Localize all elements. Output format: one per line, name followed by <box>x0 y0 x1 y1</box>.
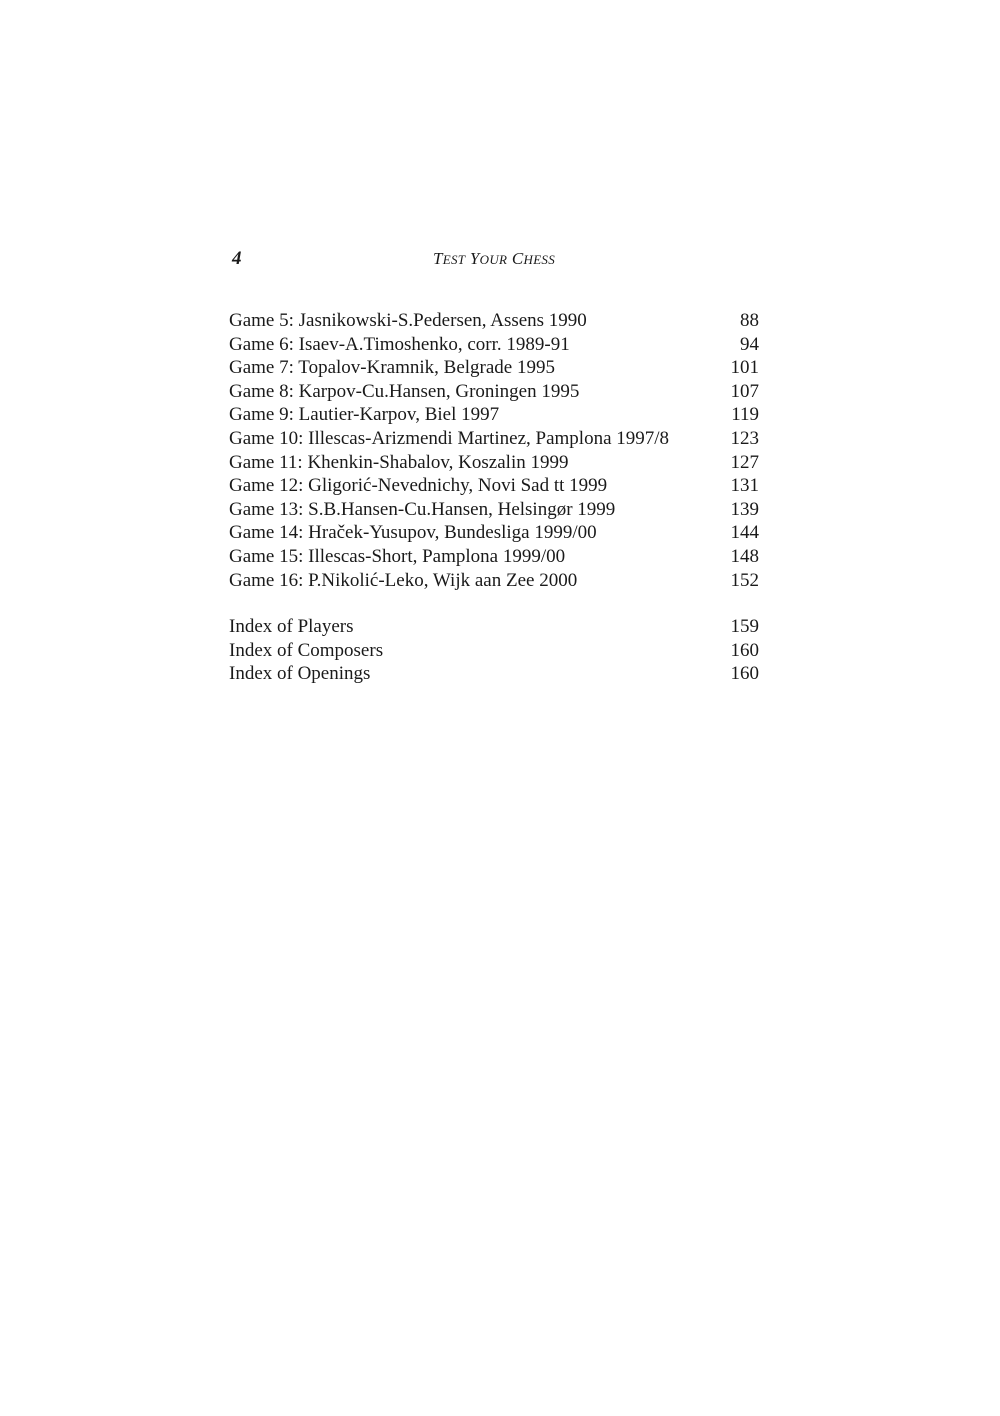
page-number: 4 <box>232 248 242 269</box>
contents-games-list <box>229 309 759 592</box>
entry-title: Game 13: S.B.Hansen-Cu.Hansen, Helsingør 1999 <box>229 498 616 520</box>
contents-entry <box>229 427 759 451</box>
entry-title: Index of Openings <box>229 663 371 685</box>
entry-title: Index of Composers <box>229 639 384 661</box>
entry-title: Game 5: Jasnikowski-S.Pedersen, Assens 1990 <box>229 310 587 331</box>
contents-entry <box>229 451 759 475</box>
entry-page-number: 160 <box>730 639 759 661</box>
contents-entry <box>229 662 759 686</box>
entry-title: Game 6: Isaev-A.Timoshenko, corr. 1989-91 <box>229 333 570 355</box>
entry-page-number: 107 <box>730 380 759 402</box>
entry-title: Game 12: Gligorić-Nevednichy, Novi Sad tt 1999 <box>229 475 608 497</box>
entry-page-number: 139 <box>730 498 759 520</box>
book-title <box>433 249 555 269</box>
contents-entry <box>229 521 759 545</box>
contents-entry <box>229 545 759 569</box>
contents-entry <box>229 474 759 498</box>
entry-page-number: 94 <box>740 333 759 355</box>
contents-entry <box>229 380 759 404</box>
title-word: CHESS <box>511 249 556 268</box>
entry-page-number: 148 <box>730 545 759 567</box>
entry-page-number: 152 <box>730 569 759 591</box>
contents-entry <box>229 639 759 663</box>
entry-page-number: 119 <box>731 404 759 426</box>
entry-page-number: 101 <box>730 357 759 379</box>
title-word: TEST <box>433 249 466 268</box>
entry-title: Game 15: Illescas-Short, Pamplona 1999/00 <box>229 545 566 567</box>
entry-title: Game 7: Topalov-Kramnik, Belgrade 1995 <box>229 357 555 379</box>
entry-page-number: 131 <box>730 475 759 497</box>
entry-page-number: 159 <box>730 616 759 637</box>
contents-entry <box>229 356 759 380</box>
entry-page-number: 127 <box>730 451 759 473</box>
entry-page-number: 88 <box>740 310 759 331</box>
contents-entry <box>229 569 759 593</box>
entry-title: Index of Players <box>229 616 354 637</box>
entry-title: Game 14: Hraček-Yusupov, Bundesliga 1999/00 <box>229 522 597 544</box>
entry-title: Game 8: Karpov-Cu.Hansen, Groningen 1995 <box>229 380 580 402</box>
contents-entry <box>229 615 759 639</box>
contents-entry <box>229 403 759 427</box>
entry-title: Game 10: Illescas-Arizmendi Martinez, Pamplona 1997/8 <box>229 427 670 449</box>
running-head <box>229 248 759 272</box>
entry-page-number: 160 <box>730 663 759 685</box>
title-word: YOUR <box>469 249 508 268</box>
contents-entry <box>229 309 759 333</box>
contents-entry <box>229 333 759 357</box>
entry-title: Game 9: Lautier-Karpov, Biel 1997 <box>229 404 500 426</box>
entry-page-number: 123 <box>730 427 759 449</box>
entry-title: Game 11: Khenkin-Shabalov, Koszalin 1999 <box>229 451 569 473</box>
contents-entry <box>229 498 759 522</box>
entry-title: Game 16: P.Nikolić-Leko, Wijk aan Zee 2000 <box>229 569 578 591</box>
contents-index-list <box>229 615 759 686</box>
entry-page-number: 144 <box>730 522 759 544</box>
